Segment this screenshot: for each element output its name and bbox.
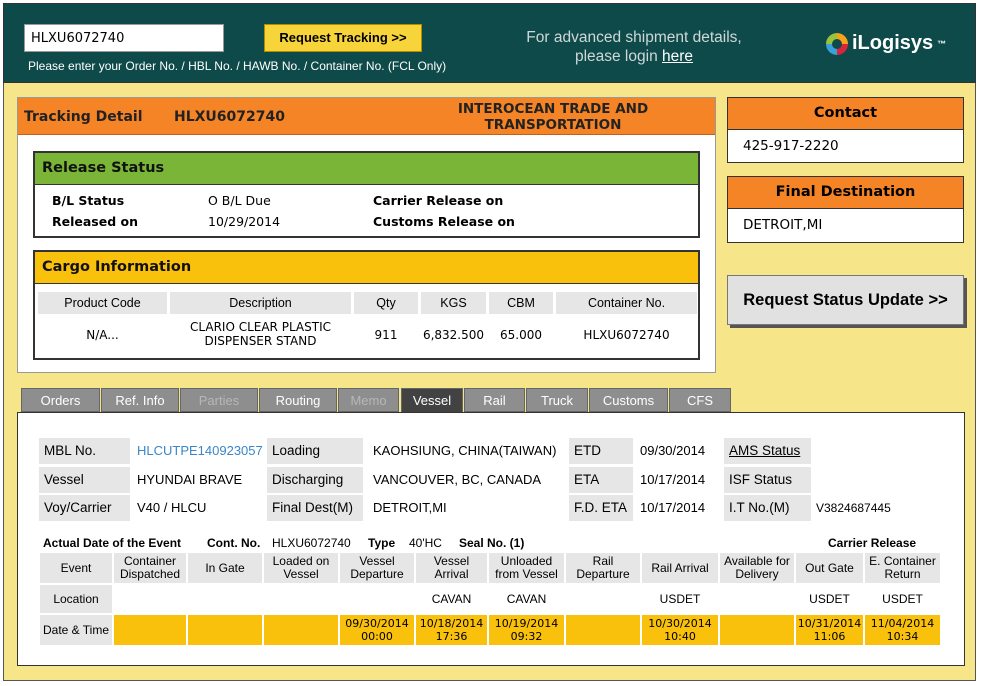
event-col-available-for-delivery bbox=[720, 553, 794, 583]
advanced-details-text bbox=[489, 28, 779, 66]
location-cell bbox=[566, 585, 640, 613]
vessel-label: Vessel bbox=[39, 467, 130, 493]
event-col-h1: Loaded on bbox=[272, 554, 330, 568]
final-dest-m-label: Final Dest(M) bbox=[267, 495, 363, 521]
event-row-label: Event bbox=[40, 553, 112, 583]
customs-release-label: Customs Release on bbox=[373, 214, 515, 229]
location-cell: USDET bbox=[796, 585, 863, 613]
event-col-h1: Vessel bbox=[359, 554, 395, 568]
cargo-qty: 911 bbox=[374, 328, 398, 342]
event-col-h2: Delivery bbox=[735, 567, 779, 581]
cargo-container-no: HLXU6072740 bbox=[583, 328, 670, 342]
event-col-in-gate bbox=[188, 553, 262, 583]
advanced-line-2 bbox=[489, 47, 779, 66]
cargo-cbm: 65.000 bbox=[500, 328, 542, 342]
cargo-description bbox=[170, 320, 351, 348]
location-cell: USDET bbox=[865, 585, 940, 613]
event-col-h2: Departure bbox=[576, 567, 630, 581]
tab-routing[interactable]: Routing bbox=[259, 388, 337, 412]
release-status-title: Release Status bbox=[35, 153, 698, 185]
event-col-h2: Return bbox=[884, 567, 921, 581]
type-label: Type bbox=[368, 536, 396, 550]
cargo-description-line-1: CLARIO CLEAR PLASTIC bbox=[190, 320, 331, 334]
event-col-vessel-departure bbox=[340, 553, 414, 583]
tracking-number: HLXU6072740 bbox=[174, 109, 285, 125]
tracking-detail-label: Tracking Detail bbox=[24, 109, 143, 125]
location-cell bbox=[264, 585, 338, 613]
ilogisys-logo bbox=[826, 32, 946, 55]
request-tracking-button[interactable]: Request Tracking >> bbox=[264, 24, 422, 52]
advanced-line-1: For advanced shipment details, bbox=[526, 29, 742, 46]
contact-card bbox=[727, 97, 964, 163]
cargo-kgs: 6,832.500 bbox=[422, 328, 485, 342]
cargo-col-container: Container No. bbox=[556, 292, 697, 314]
event-col-h1: In Gate bbox=[205, 560, 245, 575]
search-hint: Please enter your Order No. / HBL No. / HAWB No. / Container No. (FCL Only) bbox=[28, 59, 447, 73]
mbl-label: MBL No. bbox=[39, 438, 130, 464]
date-value: 10/18/2014 bbox=[419, 617, 484, 630]
location-cell bbox=[720, 585, 794, 613]
event-col-container-dispatched bbox=[114, 553, 186, 583]
datetime-cell bbox=[188, 615, 262, 645]
loading-value: KAOHSIUNG, CHINA(TAIWAN) bbox=[373, 443, 557, 458]
event-col-h1: Unloaded bbox=[500, 554, 553, 568]
etd-value: 09/30/2014 bbox=[640, 443, 706, 458]
tab-vessel[interactable]: Vessel bbox=[401, 388, 463, 414]
discharging-label: Discharging bbox=[267, 467, 363, 493]
release-status-box bbox=[33, 151, 700, 238]
time-value: 11:06 bbox=[813, 630, 846, 643]
cargo-col-product-code: Product Code bbox=[38, 292, 167, 314]
datetime-cell bbox=[865, 615, 940, 645]
header-bar bbox=[3, 3, 976, 83]
location-cell: CAVAN bbox=[416, 585, 487, 613]
event-col-rail-departure bbox=[566, 553, 640, 583]
logo-text: iLogisys bbox=[852, 32, 934, 54]
cargo-description-line-2: DISPENSER STAND bbox=[204, 334, 317, 348]
event-col-h1: Vessel bbox=[433, 554, 470, 568]
company-name bbox=[418, 101, 688, 133]
cont-no-label: Cont. No. bbox=[207, 536, 261, 550]
datetime-cell bbox=[489, 615, 564, 645]
location-row-label: Location bbox=[40, 585, 112, 613]
fd-eta-value: 10/17/2014 bbox=[640, 500, 706, 515]
request-status-update-button[interactable]: Request Status Update >> bbox=[727, 275, 964, 325]
released-on-value: 10/29/2014 bbox=[208, 214, 281, 229]
vessel-tab-panel bbox=[17, 412, 965, 666]
carrier-release-label: Carrier Release on bbox=[373, 193, 504, 208]
event-col-unloaded-from-vessel bbox=[489, 553, 564, 583]
date-value: 10/31/2014 bbox=[797, 617, 862, 630]
event-col-h2: Dispatched bbox=[119, 567, 181, 581]
location-cell: USDET bbox=[642, 585, 718, 613]
mbl-link[interactable]: HLCUTPE140923057 bbox=[137, 443, 263, 458]
time-value: 00:00 bbox=[361, 630, 393, 643]
advanced-line-2-prefix: please login bbox=[574, 48, 662, 65]
datetime-cell bbox=[340, 615, 414, 645]
event-col-h1: Available for bbox=[724, 554, 790, 568]
location-cell: CAVAN bbox=[489, 585, 564, 613]
cargo-col-description: Description bbox=[170, 292, 351, 314]
company-line-2: TRANSPORTATION bbox=[484, 117, 622, 133]
event-col-h1: Container bbox=[123, 554, 176, 568]
tab-truck[interactable]: Truck bbox=[526, 388, 588, 412]
company-line-1: INTEROCEAN TRADE AND bbox=[457, 101, 649, 117]
seal-no-label: Seal No. (1) bbox=[459, 536, 525, 550]
bl-status-label: B/L Status bbox=[52, 193, 125, 208]
time-value: 17:36 bbox=[435, 630, 468, 643]
date-value: 10/30/2014 bbox=[648, 617, 712, 630]
event-col-h2: from Vessel bbox=[495, 567, 558, 581]
loading-label: Loading bbox=[267, 438, 363, 464]
fd-eta-label: F.D. ETA bbox=[569, 495, 633, 521]
tab-customs[interactable]: Customs bbox=[589, 388, 668, 412]
event-col-h1: Out Gate bbox=[805, 560, 854, 575]
isf-status-label: ISF Status bbox=[724, 467, 811, 493]
final-destination-title: Final Destination bbox=[728, 177, 963, 209]
time-value: 09:32 bbox=[510, 630, 543, 643]
time-value: 10:34 bbox=[886, 630, 919, 643]
event-col-h1: Rail Arrival bbox=[651, 560, 709, 575]
final-destination-card bbox=[727, 176, 964, 243]
date-value: 10/19/2014 bbox=[494, 617, 559, 630]
contact-phone: 425-917-2220 bbox=[743, 138, 839, 154]
tab-cfs[interactable]: CFS bbox=[669, 388, 731, 412]
tab-memo[interactable]: Memo bbox=[338, 388, 399, 412]
it-no-value: V3824687445 bbox=[816, 501, 891, 515]
final-destination-value: DETROIT,MI bbox=[743, 217, 823, 233]
event-col-vessel-arrival bbox=[416, 553, 487, 583]
tracking-detail-bar bbox=[18, 98, 715, 135]
contact-title: Contact bbox=[728, 98, 963, 130]
voy-carrier-value: V40 / HLCU bbox=[137, 500, 207, 515]
event-col-rail-arrival bbox=[642, 553, 718, 583]
event-col-h1: E. Container bbox=[869, 554, 936, 568]
eta-label: ETA bbox=[569, 467, 633, 493]
cargo-col-kgs: KGS bbox=[421, 292, 486, 314]
event-col-h2: Vessel bbox=[283, 567, 319, 581]
datetime-cell bbox=[114, 615, 186, 645]
datetime-cell bbox=[796, 615, 863, 645]
location-cell bbox=[114, 585, 186, 613]
carrier-release-header: Carrier Release bbox=[828, 536, 917, 550]
cargo-col-cbm: CBM bbox=[489, 292, 553, 314]
cargo-product-code: N/A... bbox=[86, 328, 119, 342]
datetime-cell bbox=[264, 615, 338, 645]
released-on-label: Released on bbox=[52, 214, 139, 229]
logo-tm: ™ bbox=[937, 38, 947, 49]
datetime-cell bbox=[566, 615, 640, 645]
datetime-cell bbox=[642, 615, 718, 645]
it-no-label: I.T No.(M) bbox=[724, 495, 811, 521]
actual-date-label: Actual Date of the Event bbox=[43, 536, 182, 550]
datetime-cell bbox=[416, 615, 487, 645]
cargo-col-qty: Qty bbox=[354, 292, 418, 314]
datetime-cell bbox=[720, 615, 794, 645]
tab-ref-info[interactable]: Ref. Info bbox=[101, 388, 179, 412]
tab-parties[interactable]: Parties bbox=[180, 388, 258, 412]
event-col-h2: Arrival bbox=[434, 567, 469, 581]
event-col-out-gate bbox=[796, 553, 863, 583]
date-value: 09/30/2014 bbox=[345, 617, 409, 630]
cargo-information-title: Cargo Information bbox=[35, 252, 698, 284]
etd-label: ETD bbox=[569, 438, 633, 464]
discharging-value: VANCOUVER, BC, CANADA bbox=[373, 472, 542, 487]
event-col-empty-container-return bbox=[865, 553, 940, 583]
location-cell bbox=[340, 585, 414, 613]
eta-value: 10/17/2014 bbox=[640, 472, 706, 487]
cont-no-value: HLXU6072740 bbox=[272, 536, 351, 550]
event-col-h2: Departure bbox=[350, 567, 404, 581]
tab-orders[interactable]: Orders bbox=[21, 388, 100, 412]
date-value: 11/04/2014 bbox=[870, 617, 935, 630]
ams-status-link[interactable]: AMS Status bbox=[724, 438, 811, 464]
bl-status-value: O B/L Due bbox=[208, 193, 271, 208]
voy-carrier-label: Voy/Carrier bbox=[39, 495, 130, 521]
time-value: 10:40 bbox=[664, 630, 696, 643]
tracking-number-input[interactable] bbox=[24, 24, 224, 52]
final-dest-m-value: DETROIT,MI bbox=[373, 500, 447, 515]
login-here-link[interactable]: here bbox=[662, 48, 694, 65]
datetime-row-label: Date & Time bbox=[40, 615, 112, 645]
event-col-h1: Rail bbox=[592, 554, 614, 568]
location-cell bbox=[188, 585, 262, 613]
type-value: 40'HC bbox=[409, 536, 442, 550]
tab-rail[interactable]: Rail bbox=[464, 388, 525, 412]
logo-swirl-icon bbox=[826, 33, 848, 55]
cargo-information-box bbox=[33, 250, 700, 360]
event-col-loaded-on-vessel bbox=[264, 553, 338, 583]
vessel-value: HYUNDAI BRAVE bbox=[137, 472, 243, 487]
